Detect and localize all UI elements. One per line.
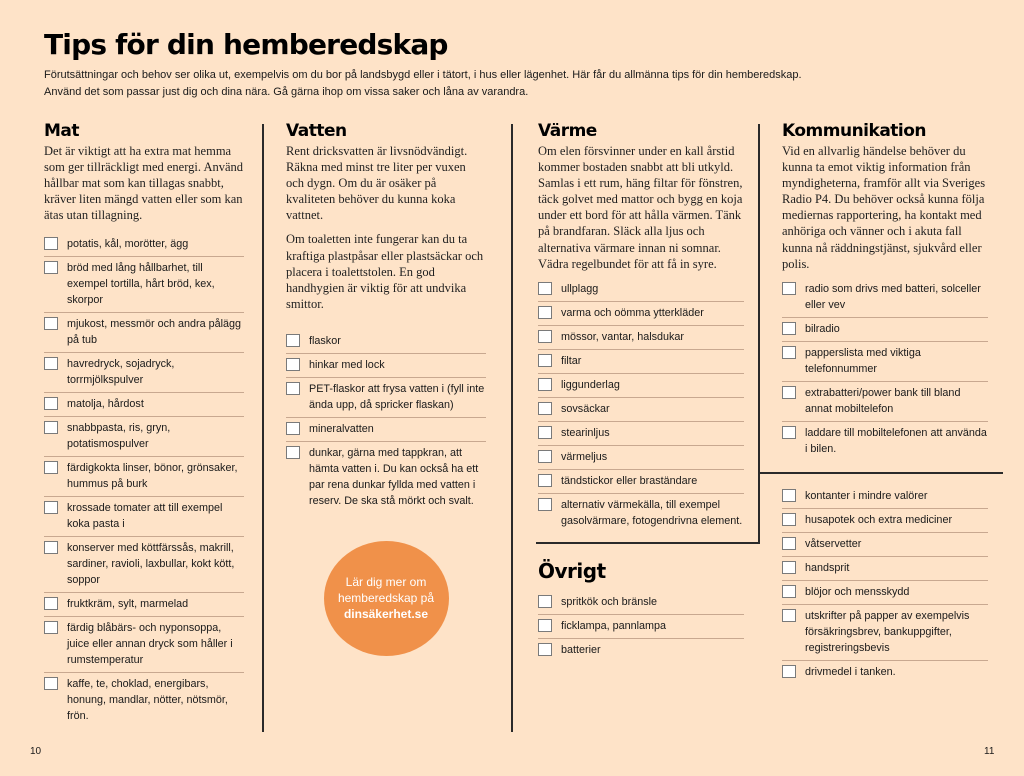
checklist-item-label: tändstickor eller braständare (561, 474, 698, 487)
checkbox[interactable] (782, 489, 796, 502)
rule-gap (782, 461, 988, 485)
checklist (782, 278, 988, 461)
badge-line: hemberedskap på (337, 591, 435, 606)
checklist-item (44, 313, 244, 353)
checkbox[interactable] (782, 585, 796, 598)
section-heading: Kommunikation (782, 121, 927, 141)
checklist (538, 278, 744, 533)
checklist-item (44, 617, 244, 673)
intro-line: Använd det som passar just dig och dina nära. Gå gärna ihop om vissa saker och låna av varandra. (44, 85, 529, 98)
checklist-item-label: handsprit (805, 561, 850, 574)
checkbox[interactable] (44, 317, 58, 330)
checkbox[interactable] (782, 665, 796, 678)
section-heading: Övrigt (538, 558, 606, 583)
checklist-item (782, 581, 988, 605)
page-title: Tips för din hemberedskap (44, 28, 448, 61)
checkbox[interactable] (44, 677, 58, 690)
checkbox[interactable] (782, 322, 796, 335)
checklist-item (538, 494, 744, 533)
section-text (286, 143, 486, 312)
checklist-item-label: krossade tomater att till exempel koka pasta i (67, 502, 223, 531)
checkbox[interactable] (538, 450, 552, 463)
checkbox[interactable] (44, 621, 58, 634)
checkbox[interactable] (44, 421, 58, 434)
checkbox[interactable] (44, 397, 58, 410)
column-divider (262, 124, 264, 732)
checklist-item (782, 605, 988, 661)
checklist-item-label: varma och oömma ytterkläder (561, 306, 704, 319)
checklist-item (538, 350, 744, 374)
page-number-left: 10 (30, 746, 42, 757)
checklist-item (538, 615, 744, 639)
section-heading: Mat (44, 121, 80, 141)
checklist-item (538, 326, 744, 350)
checklist-item (286, 418, 486, 442)
checklist-item-label: våtservetter (805, 537, 862, 550)
section-heading: Vatten (286, 121, 347, 141)
checklist-item-label: husapotek och extra mediciner (805, 513, 953, 526)
checklist-item-label: hinkar med lock (309, 358, 385, 371)
checklist-item (782, 342, 988, 382)
checklist-item (782, 485, 988, 509)
checkbox[interactable] (44, 597, 58, 610)
checklist-item-label: batterier (561, 643, 601, 656)
checklist-item-label: flaskor (309, 334, 341, 347)
checklist-item-label: värmeljus (561, 450, 608, 463)
checklist-item-label: papperslista med viktiga telefonnummer (805, 346, 921, 375)
checklist-item (538, 302, 744, 326)
checkbox[interactable] (782, 513, 796, 526)
checkbox[interactable] (782, 346, 796, 359)
more-info-badge[interactable] (324, 541, 449, 656)
badge-line: Lär dig mer om (345, 575, 427, 590)
checkbox[interactable] (782, 426, 796, 439)
checklist-item (44, 393, 244, 417)
checklist-item (782, 509, 988, 533)
checklist-item (44, 257, 244, 313)
checklist-item (782, 382, 988, 422)
section-varme (538, 121, 744, 662)
section-mat (44, 121, 244, 728)
section-vatten (286, 121, 486, 656)
column-divider (511, 124, 513, 732)
checklist-item-label: bilradio (805, 322, 840, 335)
checklist-item-label: alternativ värmekälla, till exempel gasolvärmare, fotogendrivna element. (561, 498, 743, 527)
checkbox[interactable] (44, 501, 58, 514)
checklist-item (286, 330, 486, 354)
checklist-item-label: extrabatteri/power bank till bland annat mobiltelefon (805, 386, 961, 415)
checkbox[interactable] (538, 378, 552, 391)
checklist (782, 485, 988, 684)
checklist-item-label: drivmedel i tanken. (805, 665, 896, 678)
checklist-item-label: utskrifter på papper av exempelvis försäkringsbrev, bankuppgifter, registreringsbevis (805, 609, 970, 654)
checkbox[interactable] (538, 474, 552, 487)
section-text (782, 143, 988, 272)
checklist-item (44, 537, 244, 593)
checkbox[interactable] (538, 402, 552, 415)
checklist-item-label: bröd med lång hållbarhet, till exempel tortilla, hårt bröd, kex, skorpor (67, 262, 215, 307)
checklist-item-label: potatis, kål, morötter, ägg (67, 238, 189, 251)
section-text (44, 143, 244, 223)
checklist-item (538, 446, 744, 470)
section-paragraph: Det är viktigt att ha extra mat hemma som ger tillräckligt med energi. Använd hållbar mat som kan tillagas snabbt, kräver liten mängd vatten eller som kan ätas utan tillagning. (44, 144, 244, 223)
checklist-item (286, 354, 486, 378)
checkbox[interactable] (538, 619, 552, 632)
checklist-item-label: matolja, hårdost (67, 398, 144, 411)
checklist-item-label: stearinljus (561, 426, 610, 439)
checkbox[interactable] (782, 609, 796, 622)
checkbox[interactable] (538, 330, 552, 343)
checklist-item (538, 470, 744, 494)
section-heading: Värme (538, 121, 597, 141)
checklist-item-label: ullplagg (561, 282, 599, 295)
checklist-item (538, 639, 744, 662)
checklist-item (44, 457, 244, 497)
checkbox[interactable] (538, 498, 552, 511)
checklist-item-label: blöjor och mensskydd (805, 585, 910, 598)
checkbox[interactable] (286, 358, 300, 371)
section-paragraph: Om toaletten inte fungerar kan du ta kraftiga plastpåsar eller plastsäckar och placera i toalettstolen. En god handhygien är viktig för att undvika smittor. (286, 232, 484, 311)
section-ovrigt (538, 559, 744, 662)
checkbox[interactable] (44, 357, 58, 370)
checkbox[interactable] (538, 282, 552, 295)
checklist-item (44, 673, 244, 728)
checklist-item-label: laddare till mobiltelefonen att använda i bilen. (805, 426, 987, 455)
checklist-item (44, 233, 244, 257)
checklist-item-label: snabbpasta, ris, gryn, potatismospulver (67, 422, 171, 451)
checklist-item-label: färdigkokta linser, bönor, grönsaker, hummus på burk (67, 462, 238, 491)
intro-text (44, 67, 1004, 100)
checkbox[interactable] (538, 595, 552, 608)
checklist-item (538, 374, 744, 398)
checklist-item (782, 557, 988, 581)
checkbox[interactable] (286, 446, 300, 459)
checklist-item (782, 318, 988, 342)
checklist-item (286, 442, 486, 513)
section-paragraph: Om elen försvinner under en kall årstid kommer bostaden snabbt att bli utkyld. Samlas i ett rum, häng filtar för fönstren, täck golvet med mattor och bygg en koja under ett bord för att hålla värmen. Tänk på brandfaran. Släck alla ljus och alternativa värmare innan ni somnar. Vädra regelbundet för att få in syre. (538, 144, 743, 271)
checkbox[interactable] (782, 386, 796, 399)
checkbox[interactable] (538, 643, 552, 656)
checklist-item (44, 353, 244, 393)
section-kommunikation (782, 121, 988, 684)
section-text (538, 143, 744, 272)
checkbox[interactable] (782, 561, 796, 574)
checkbox[interactable] (286, 422, 300, 435)
checklist-item (44, 593, 244, 617)
badge-url-link[interactable]: dinsäkerhet.se (343, 607, 429, 622)
checklist-item-label: filtar (561, 354, 582, 367)
checklist-item-label: mjukost, messmör och andra pålägg på tub (67, 318, 242, 347)
checklist-item (538, 398, 744, 422)
checkbox[interactable] (44, 541, 58, 554)
checklist-item-label: färdig blåbärs- och nyponsoppa, juice eller annan dryck som håller i rumstemperatur (67, 622, 233, 667)
checklist-item (782, 533, 988, 557)
checklist-item (44, 497, 244, 537)
checklist-item-label: kontanter i mindre valörer (805, 489, 928, 502)
checklist-item-label: konserver med köttfärssås, makrill, sardiner, ravioli, laxbullar, kokt kött, soppor (67, 542, 235, 587)
checklist-item (286, 378, 486, 418)
checkbox[interactable] (286, 382, 300, 395)
checkbox[interactable] (538, 354, 552, 367)
checklist-item-label: PET-flaskor att frysa vatten i (fyll inte ända upp, då spricker flaskan) (309, 382, 485, 411)
checklist-item-label: sovsäckar (561, 402, 610, 415)
checklist-item (782, 422, 988, 461)
checklist-item-label: mössor, vantar, halsdukar (561, 330, 685, 343)
checklist-item-label: havredryck, sojadryck, torrmjölkspulver (67, 358, 175, 387)
checklist-item (782, 278, 988, 318)
column-divider (758, 124, 760, 544)
checklist-item-label: liggunderlag (561, 378, 620, 391)
checklist-item-label: ficklampa, pannlampa (561, 619, 667, 632)
checklist (538, 591, 744, 662)
checklist-item-label: fruktkräm, sylt, marmelad (67, 598, 189, 611)
section-paragraph: Vid en allvarlig händelse behöver du kunna ta emot viktig information från myndigheterna, framför allt via Sveriges Radio P4. Du behöver också kunna följa mediernas rapportering, ha kontakt med anhöriga och vänner och i akuta fall kunna nå räddningstjänst, sjukvård eller polis. (782, 144, 986, 271)
section-paragraph: Rent dricksvatten är livsnödvändigt. Räkna med minst tre liter per vuxen och dygn. Om du är osäker på kvaliteten behöver du kunna koka vattnet. (286, 144, 468, 223)
checkbox[interactable] (538, 426, 552, 439)
checklist (44, 233, 244, 728)
checkbox[interactable] (286, 334, 300, 347)
checkbox[interactable] (538, 306, 552, 319)
intro-line: Förutsättningar och behov ser olika ut, exempelvis om du bor på landsbygd eller i tätort, i hus eller lägenhet. Här får du allmänna tips för din hemberedskap. (44, 69, 802, 81)
checklist-item (44, 417, 244, 457)
checkbox[interactable] (782, 537, 796, 550)
checklist-item-label: radio som drivs med batteri, solceller eller vev (805, 282, 981, 311)
checklist-item (538, 278, 744, 302)
checklist-item (538, 591, 744, 615)
checkbox[interactable] (782, 282, 796, 295)
checklist-item-label: kaffe, te, choklad, energibars, honung, mandlar, nötter, nötsmör, frön. (67, 678, 228, 723)
checklist-item (782, 661, 988, 684)
page-number-right: 11 (984, 746, 995, 757)
checklist (286, 330, 486, 513)
checkbox[interactable] (44, 261, 58, 274)
checkbox[interactable] (44, 461, 58, 474)
checklist-item-label: mineralvatten (309, 422, 374, 435)
checkbox[interactable] (44, 237, 58, 250)
checklist-item-label: spritkök och bränsle (561, 595, 658, 608)
checklist-item (538, 422, 744, 446)
checklist-item-label: dunkar, gärna med tappkran, att hämta vatten i. Du kan också ha ett par rena dunkar fyllda med vatten i reserv. De ska stå mörkt och svalt. (309, 446, 479, 507)
